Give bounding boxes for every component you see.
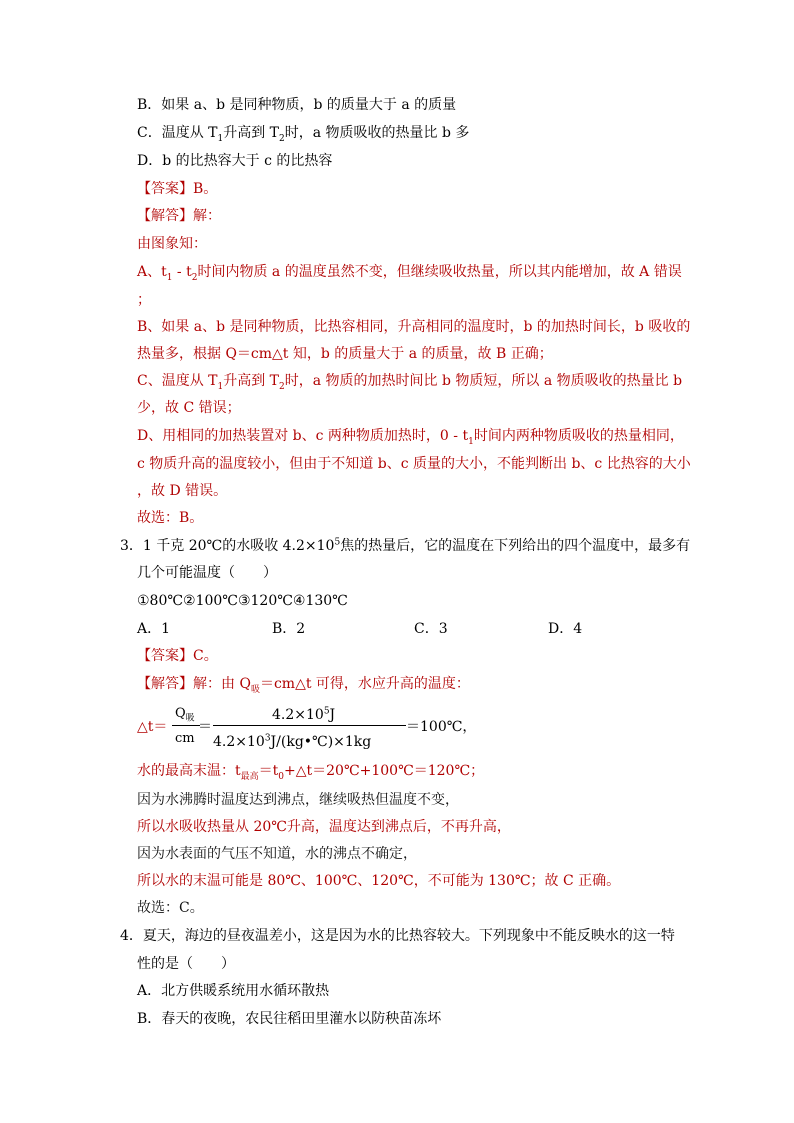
q4-option-b: B．春天的夜晚，农民往稻田里灌水以防秧苗冻坏	[137, 1011, 442, 1027]
q2-analysis-intro: 由图象知：	[137, 236, 207, 252]
q2-analysis-a-tail: ；	[137, 292, 151, 308]
q3-option-d: D．4	[548, 621, 583, 637]
q3-eq-den1: cm	[175, 731, 195, 746]
q3-eq-rhs: ＝100℃，	[406, 719, 477, 735]
q3-eq-lhs: △t＝	[137, 719, 168, 735]
q2-analysis-c-line1: C、温度从 $T_1$升高到 $T_2$时，a 物质的加热时间比 b 物质短，所以 a 物质吸收的热量比 b	[137, 373, 683, 392]
q2-analysis-d-line2: c 物质升高的温度较小，但由于不知道 b、c 质量的大小，不能判断出 b、c 比热容的大小	[137, 456, 691, 472]
q2-analysis-b-line2: 热量多，根据 Q＝cm△t 知，b 的质量大于 a 的质量，故 B 正确；	[137, 346, 553, 362]
q3-choice: 故选：C。	[137, 900, 204, 916]
q3-eq-equals: ＝	[198, 719, 212, 735]
q3-reason-1: 因为水沸腾时温度达到沸点，继续吸热但温度不变，	[137, 792, 459, 808]
q4-stem-line2: 性的是（ ）	[137, 956, 235, 972]
q2-answer: 【答案】B。	[137, 181, 218, 197]
q2-option-b: B．如果 a、b 是同种物质，b 的质量大于 a 的质量	[137, 97, 457, 113]
q3-reason-4: 所以水的末温可能是 80℃、100℃、120℃，不可能为 130℃；故 C 正确。	[137, 873, 621, 889]
q3-option-a: A．1	[137, 621, 171, 637]
q2-analysis-a: A、$t_1 - t_2$时间内物质 a 的温度虽然不变，但继续吸收热量，所以其内能增加，故 A 错误	[137, 264, 682, 283]
q3-option-b: B．2	[272, 621, 306, 637]
q3-eq-den2: $4.2\times 10^3J/(kg•℃)\times 1kg$	[213, 733, 372, 750]
q3-analysis: 【解答】解：由 $Q_吸=cm\triangle t$ 可得，水应升高的温度：	[137, 676, 470, 695]
q2-analysis-label: 【解答】解：	[137, 208, 221, 224]
q3-eq-num2: $4.2\times 10^5J$	[272, 706, 336, 723]
q3-reason-3: 因为水表面的气压不知道，水的沸点不确定，	[137, 846, 417, 862]
q2-analysis-d-line1: D、用相同的加热装置对 b、c 两种物质加热时，$0 - t_1$时间内两种物质吸收的热量相同，	[137, 428, 684, 447]
q2-analysis-b-line1: B、如果 a、b 是同种物质，比热容相同，升高相同的温度时，b 的加热时间长，b 吸收的	[137, 319, 691, 335]
q3-max-temp: 水的最高末温：$t_{最高}=t_0+\triangle t=20℃+100℃=120℃$；	[137, 763, 485, 782]
q4-stem-line1: 4．夏天，海边的昼夜温差小，这是因为水的比热容较大。下列现象中不能反映水的这一特	[120, 928, 675, 944]
q3-reason-2: 所以水吸收热量从 20℃升高，温度达到沸点后，不再升高，	[137, 819, 511, 835]
q2-option-d: D．b 的比热容大于 c 的比热容	[137, 153, 333, 169]
q3-stem-line1: 3．1 千克 20℃的水吸收 $4.2\times 10^5$焦的热量后，它的温度在下列给出的四个温度中，最多有	[120, 537, 691, 554]
q3-answer: 【答案】C。	[137, 648, 218, 664]
q3-option-c: C．3	[414, 621, 448, 637]
q2-analysis-d-line3: ，故 D 错误。	[137, 483, 228, 499]
q3-items: ①80℃②100℃③120℃④130℃	[137, 593, 348, 609]
q2-option-c: C．温度从 $T_1$升高到 $T_2$时，a 物质吸收的热量比 b 多	[137, 125, 470, 144]
q2-choice: 故选：B。	[137, 510, 204, 526]
q3-eq-num1: $Q_吸$	[175, 706, 195, 724]
q3-stem-line2: 几个可能温度（ ）	[137, 565, 277, 581]
q4-option-a: A．北方供暖系统用水循环散热	[137, 983, 330, 999]
q2-analysis-c-line2: 少，故 C 错误；	[137, 400, 241, 416]
q3-eq-fraction-line2	[213, 725, 406, 726]
q3-eq-fraction-line1	[172, 725, 200, 726]
